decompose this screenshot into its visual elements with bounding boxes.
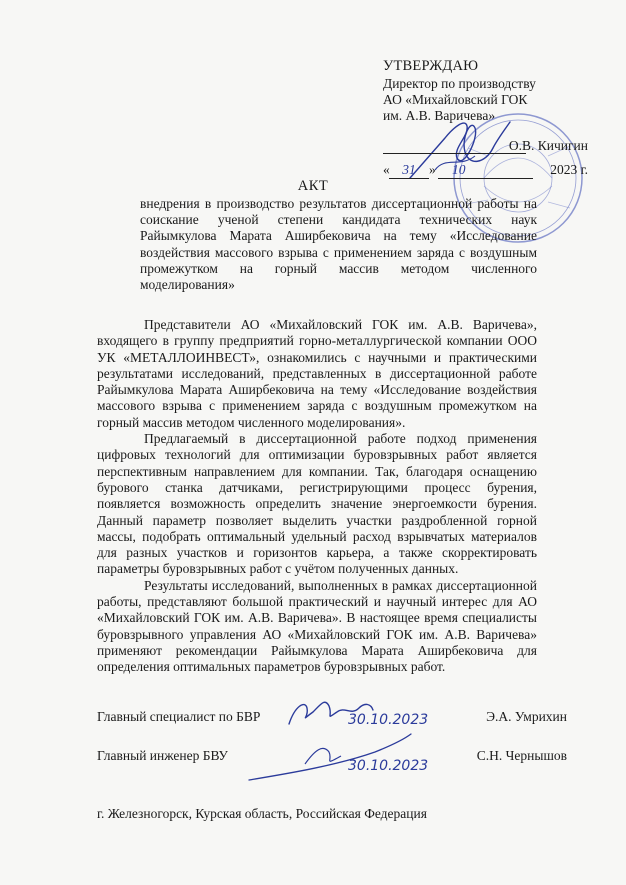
body-paragraph-2: Предлагаемый в диссертационной работе подход применения цифровых технологий для оптимизации буровзрывных работ является перспективным направлением для компании. Так, благодаря оснащению бурового станка датчиками, регистрирующими процесс бурения, появляется возможность определить значение энергоемкости бурения. Данный параметр позволяет выделить участки раздробленной горной массы, подобрать оптимальный удельный расход взрывчатых материалов для разных участков и горизонтов карьера, а также скорректировать параметры буровзрывных работ с учётом полученных данных. bbox=[97, 431, 537, 577]
signatory-position-2: Главный инженер БВУ bbox=[97, 748, 228, 763]
signature-date-1: 30.10.2023 bbox=[348, 712, 429, 728]
approval-position-line-1: Директор по производству bbox=[383, 76, 536, 91]
document-place: г. Железногорск, Курская область, Российская Федерация bbox=[97, 806, 427, 821]
body-paragraph-1: Представители АО «Михайловский ГОК им. А.В. Варичева», входящего в группу предприятий горно-металлургической компании ООО УК «МЕТАЛЛОИНВЕСТ», ознакомились с научными и практическими результатами исследований, представленных в диссертационной работе Райымкулова Марата Аширбековича на тему «Исследование воздействия массового взрыва с применением заряда с воздушным промежутком на горный массив методом численного моделирования». bbox=[97, 317, 537, 430]
date-day: 31 bbox=[389, 162, 429, 179]
director-name: О.В. Кичигин bbox=[508, 138, 588, 153]
approval-position-line-3: им. А.В. Варичева» bbox=[383, 108, 496, 123]
date-month: 10 bbox=[438, 162, 533, 179]
date-open-quote: « bbox=[383, 162, 390, 177]
signatory-name-1: Э.А. Умрихин bbox=[486, 709, 567, 724]
signatory-position-1: Главный специалист по БВР bbox=[97, 709, 261, 724]
date-year: 2023 г. bbox=[550, 162, 588, 177]
approval-title: УТВЕРЖДАЮ bbox=[383, 58, 479, 74]
document-body bbox=[97, 317, 537, 676]
signature-date-2: 30.10.2023 bbox=[348, 758, 429, 774]
signatory-name-2: С.Н. Чернышов bbox=[476, 748, 567, 763]
director-signature-line bbox=[383, 138, 588, 154]
signature-underline bbox=[383, 153, 526, 154]
body-paragraph-3: Результаты исследований, выполненных в рамках диссертационной работы, представляют большой практический и научный интерес для АО «Михайловский ГОК им. А.В. Варичева». В настоящее время специалисты буровзрывного управления АО «Михайловский ГОК им. А.В. Варичева» применяют рекомендации Райымкулова Марата Аширбековича для определения оптимальных параметров буровзрывных работ. bbox=[97, 577, 537, 675]
date-close-quote: » bbox=[429, 162, 436, 177]
document-title: АКТ bbox=[297, 178, 329, 194]
approval-position-line-2: АО «Михайловский ГОК bbox=[383, 92, 528, 107]
document-subject: внедрения в производство результатов диссертационной работы на соискание ученой степени кандидата технических наук Райымкулова Марата Аширбековича на тему «Исследование воздействия массового взрыва с применением заряда с воздушным промежутком на горный массив методом численного моделирования» bbox=[140, 196, 537, 293]
approval-date bbox=[383, 162, 588, 179]
